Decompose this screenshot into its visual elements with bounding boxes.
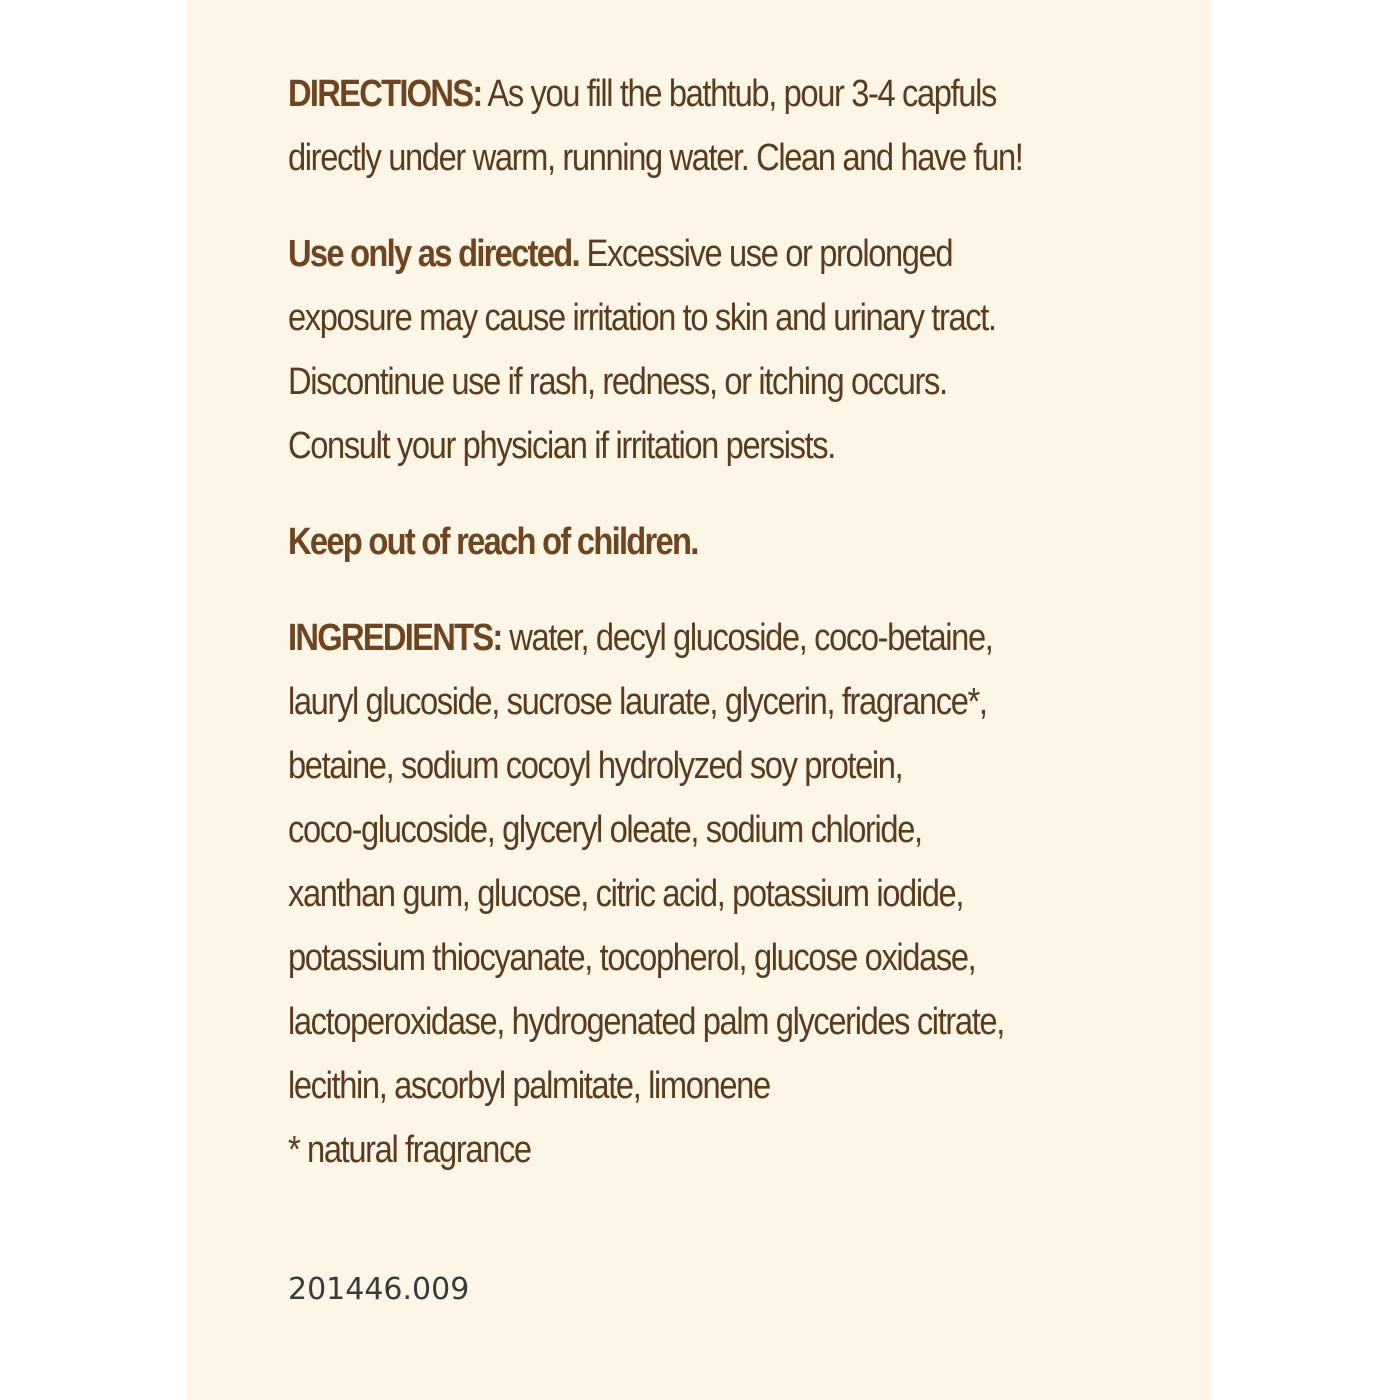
ingredients-line-1 (288, 606, 1062, 670)
warning-line-4: Consult your physician if irritation persists. (288, 425, 835, 467)
directions-line-2: directly under warm, running water. Clean and have fun! (288, 137, 1023, 179)
warning-line-1 (288, 222, 1062, 286)
warning-line-2: exposure may cause irritation to skin and urinary tract. (288, 297, 996, 339)
directions-section (288, 62, 1062, 190)
warning-line-3: Discontinue use if rash, redness, or itching occurs. (288, 361, 947, 403)
label-panel (186, 0, 1212, 1400)
warning-label: Use only as directed. (288, 233, 579, 275)
ingredients-footnote: * natural fragrance (288, 1129, 531, 1171)
ingredients-line-7: lactoperoxidase, hydrogenated palm glycerides citrate, (288, 1001, 1004, 1043)
directions-label: DIRECTIONS: (288, 73, 482, 115)
ingredients-line-6: potassium thiocyanate, tocopherol, glucose oxidase, (288, 937, 976, 979)
warning-text: Excessive use or prolonged (578, 233, 953, 275)
ingredients-text: water, decyl glucoside, coco-betaine, (501, 617, 993, 659)
ingredients-line-8: lecithin, ascorbyl palmitate, limonene (288, 1065, 770, 1107)
children-warning-section (288, 510, 1062, 574)
directions-text: As you fill the bathtub, pour 3-4 capfuls (481, 73, 996, 115)
ingredients-line-3: betaine, sodium cocoyl hydrolyzed soy protein, (288, 745, 903, 787)
directions-line-1 (288, 62, 1062, 126)
product-code: 201446.009 (288, 1272, 470, 1307)
ingredients-line-4: coco-glucoside, glyceryl oleate, sodium chloride, (288, 809, 922, 851)
ingredients-line-2: lauryl glucoside, sucrose laurate, glycerin, fragrance*, (288, 681, 987, 723)
label-text-block (288, 62, 1062, 1182)
ingredients-label: INGREDIENTS: (288, 617, 502, 659)
children-warning: Keep out of reach of children. (288, 521, 698, 563)
warning-section (288, 222, 1062, 478)
ingredients-section (288, 606, 1062, 1182)
ingredients-line-5: xanthan gum, glucose, citric acid, potassium iodide, (288, 873, 964, 915)
